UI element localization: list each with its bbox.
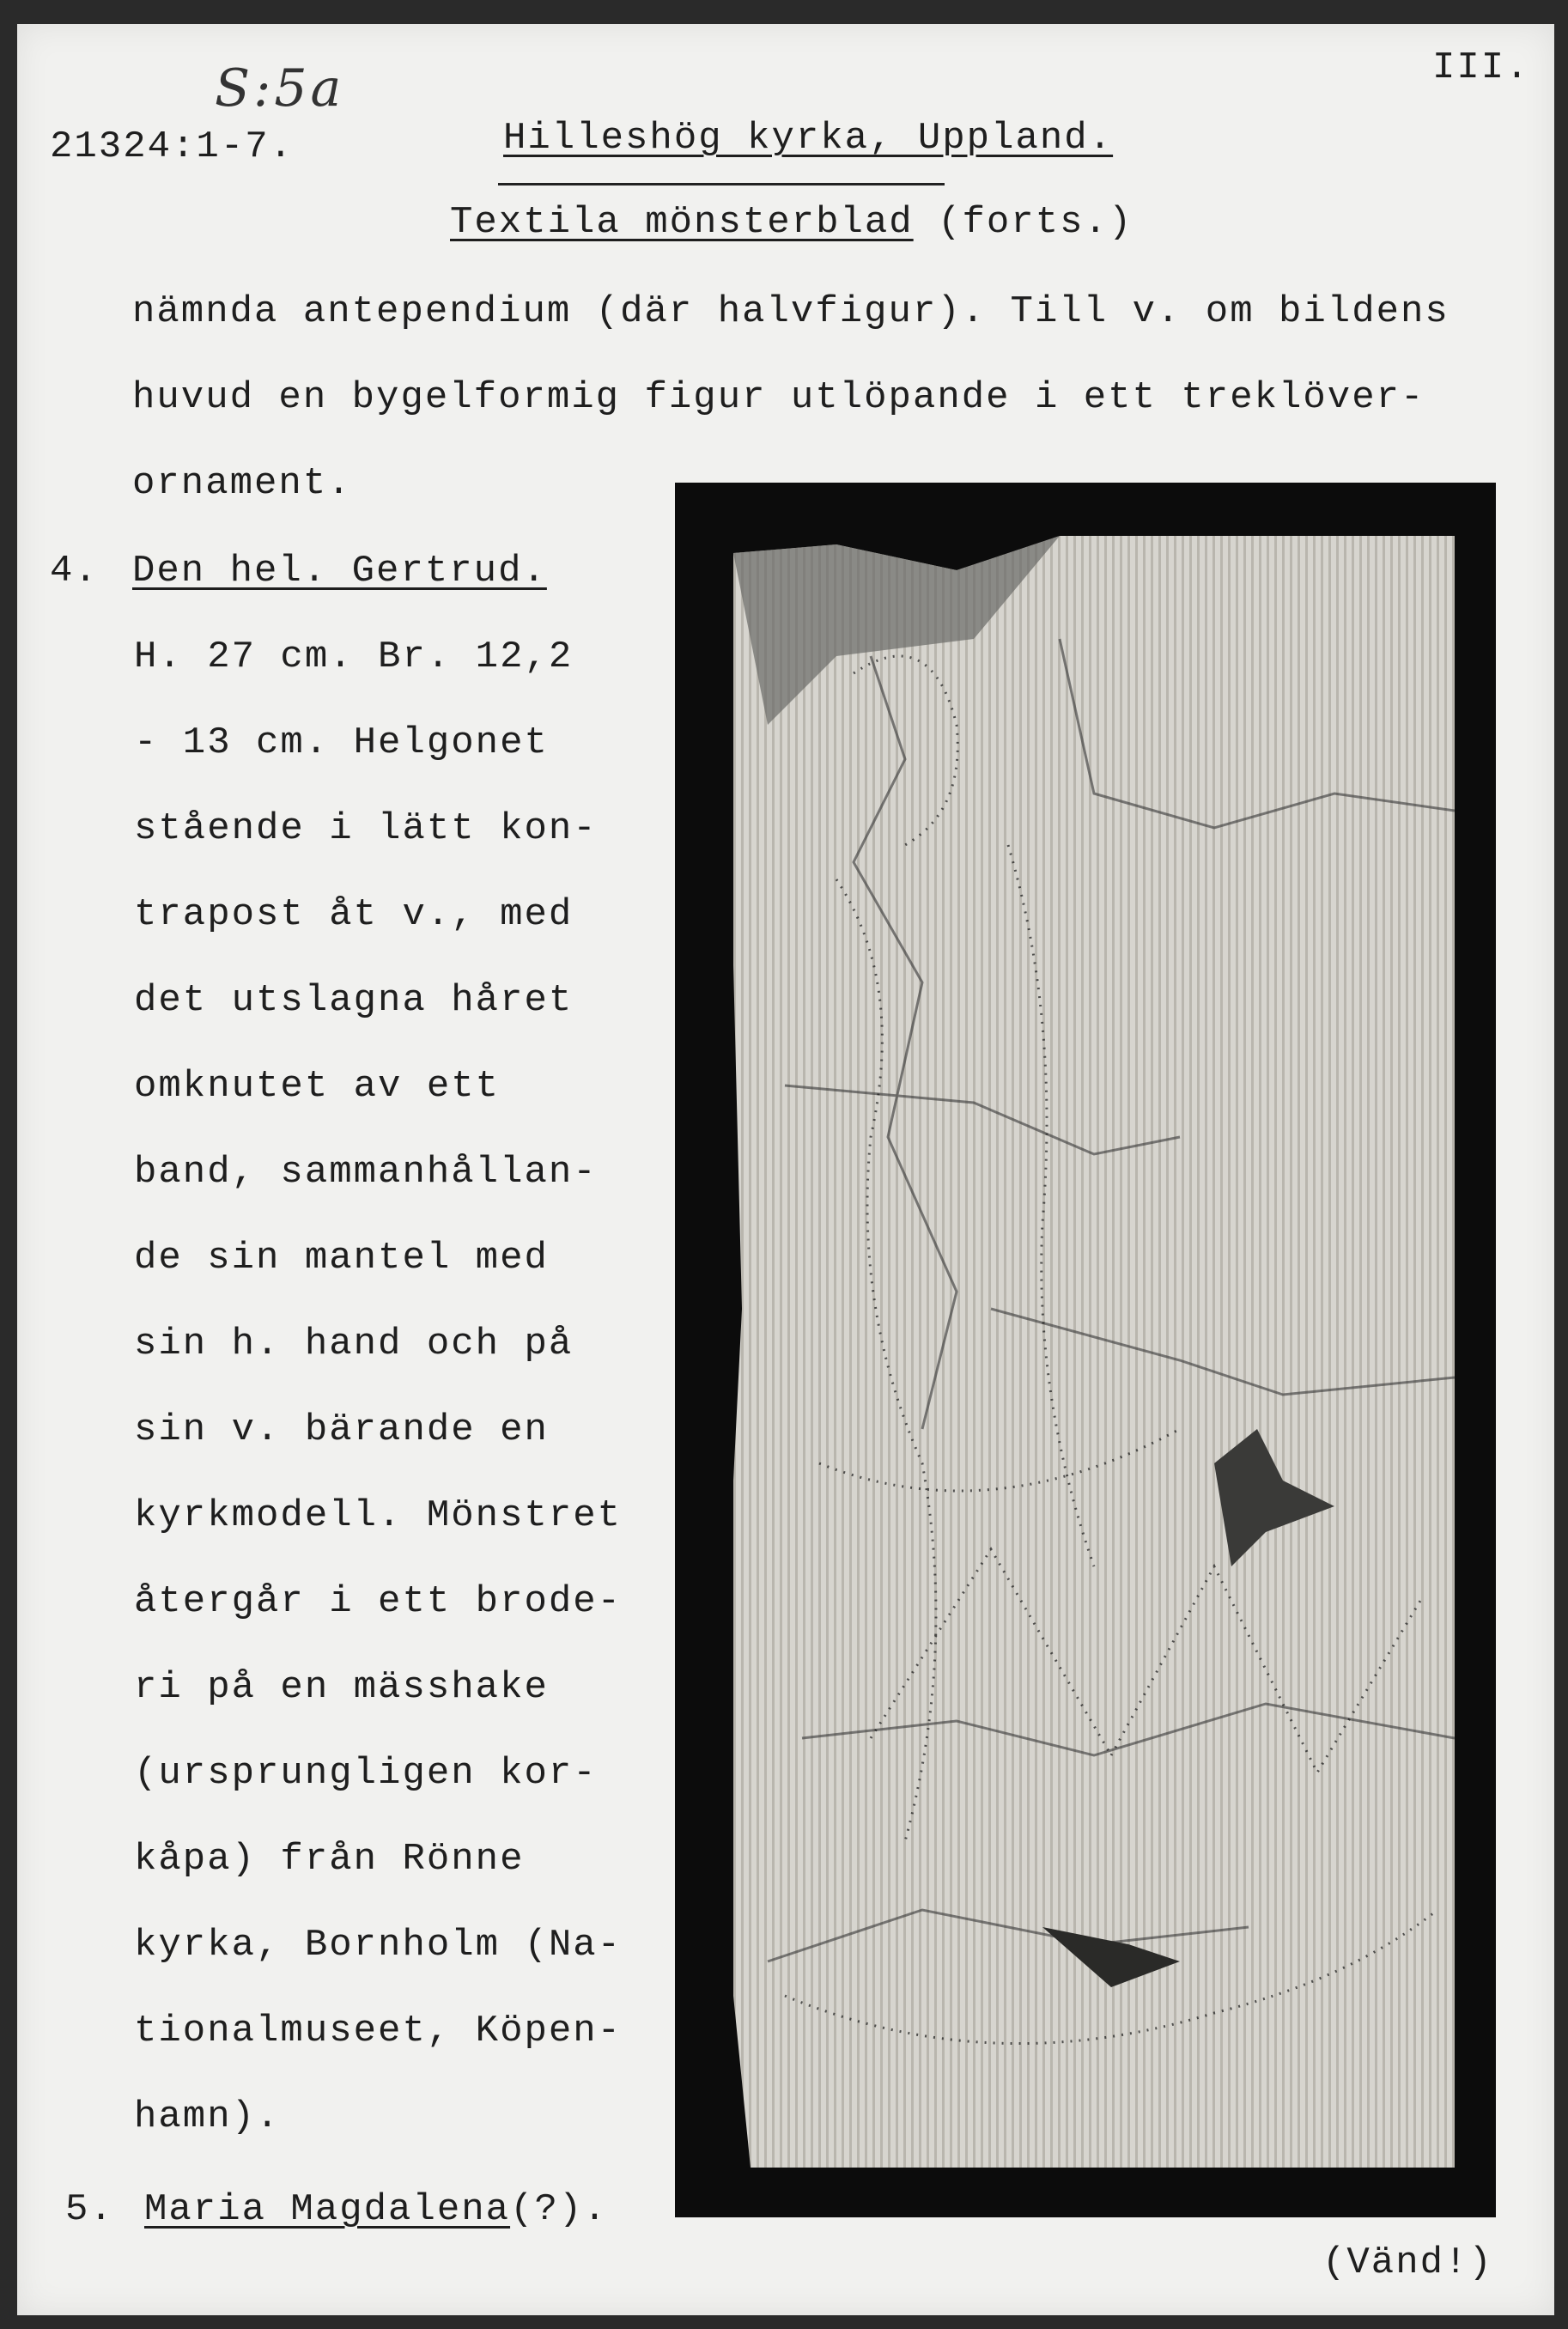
item-4-line: H. 27 cm. Br. 12,2 [134, 635, 574, 678]
item-4-line: hamn). [134, 2095, 281, 2138]
subtitle-rest: (forts.) [913, 201, 1133, 244]
card-title: Hilleshög kyrka, Uppland. [503, 117, 1114, 160]
item-4-line: - 13 cm. Helgonet [134, 721, 549, 764]
item-4-line: stående i lätt kon- [134, 807, 598, 850]
catalog-card [17, 24, 1554, 2315]
item-4-line: kyrka, Bornholm (Na- [134, 1924, 623, 1967]
subtitle-underlined: Textila mönsterblad [450, 201, 914, 244]
intro-line: ornament. [132, 462, 352, 505]
item-4-heading: Den hel. Gertrud. [132, 550, 547, 593]
item-4-line: trapost åt v., med [134, 893, 574, 936]
card-subtitle [450, 201, 1133, 244]
item-4-line: återgår i ett brode- [134, 1580, 623, 1623]
inventory-number: 21324:1-7. [50, 125, 295, 168]
textile-pattern-photo [675, 483, 1496, 2217]
item-5-heading-rest: (?). [510, 2188, 608, 2231]
sheet-number: III. [1432, 46, 1530, 89]
intro-line: nämnda antependium (där halvfigur). Till v. om bildens [132, 290, 1449, 333]
item-4-line: ri på en mässhake [134, 1666, 549, 1709]
item-4-line: (ursprungligen kor- [134, 1752, 598, 1795]
pattern-sheet-fragment [733, 536, 1455, 2168]
title-rule [498, 183, 945, 185]
item-5-number: 5. [65, 2188, 114, 2231]
item-4-line: kåpa) från Rönne [134, 1838, 525, 1881]
item-4-line: det utslagna håret [134, 979, 574, 1022]
item-5-heading [144, 2188, 608, 2231]
item-4-line: de sin mantel med [134, 1237, 549, 1280]
handwritten-reference: S:5a [215, 58, 345, 119]
item-4-line: sin h. hand och på [134, 1323, 574, 1365]
item-5-heading-underlined: Maria Magdalena [144, 2188, 511, 2231]
item-4-line: tionalmuseet, Köpen- [134, 2010, 623, 2052]
item-4-line: band, sammanhållan- [134, 1151, 598, 1194]
item-4-line: sin v. bärande en [134, 1408, 549, 1451]
intro-line: huvud en bygelformig figur utlöpande i ett treklöver- [132, 376, 1425, 419]
item-4-line: kyrkmodell. Mönstret [134, 1494, 623, 1537]
footer-note: (Vänd!) [1322, 2241, 1493, 2284]
item-4-number: 4. [50, 550, 99, 593]
item-4-line: omknutet av ett [134, 1065, 501, 1108]
